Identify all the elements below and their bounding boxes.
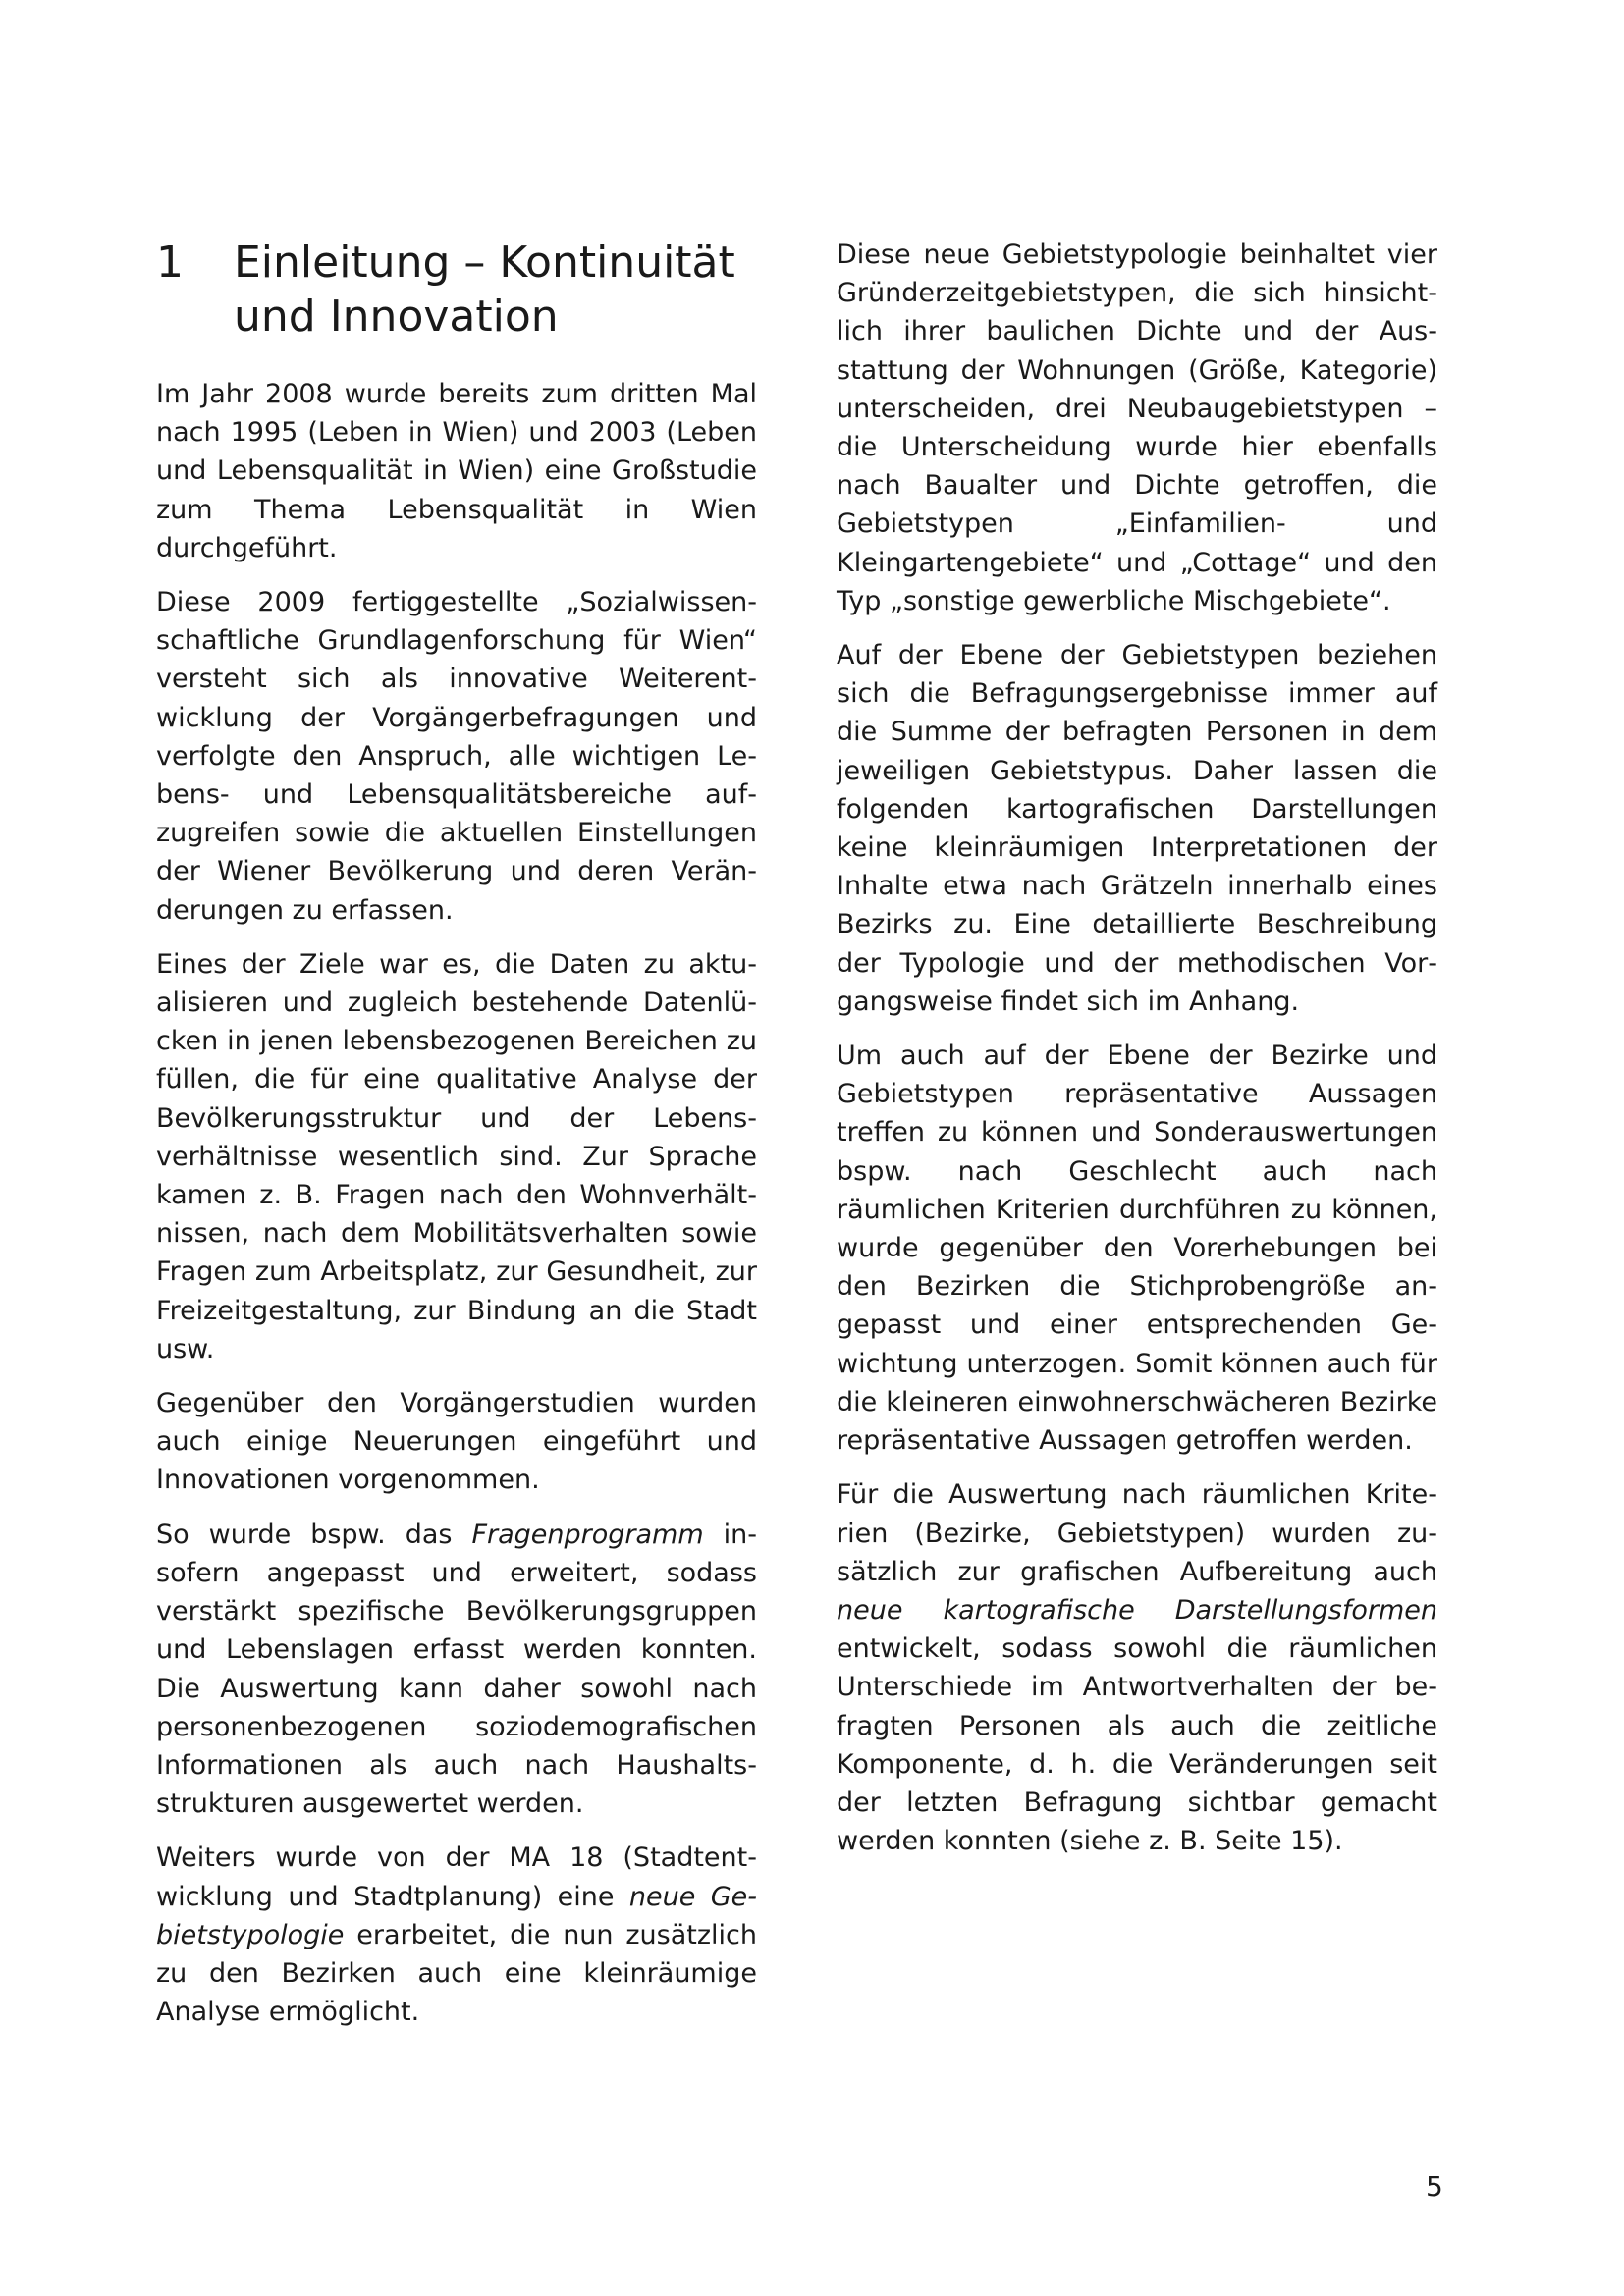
paragraph: Diese 2009 fertiggestellte „Sozialwissenschaftliche Grundlagenforschung für Wien“ versteht sich als innovative Weiterentwicklung der Vorgängerbefragungen und verfolgte den Anspruch, alle wichtigen Lebens- und Lebensqualitätsbereiche aufzugreifen sowie die aktuellen Einstellungen der Wiener Bevölkerung und deren Veränderungen zu erfassen.: [156, 587, 757, 926]
paragraph: Eines der Ziele war es, die Daten zu aktualisieren und zugleich bestehende Datenlücken in jenen lebensbezogenen Bereichen zu füllen, die für eine qualitative Analyse der Bevölkerungsstruktur und der Lebensverhältnisse wesentlich sind. Zur Sprache kamen z. B. Fragen nach den Wohnverhältnissen, nach dem Mobilitätsverhalten sowie Fragen zum Arbeitsplatz, zur Gesundheit, zur Freizeitgestaltung, zur Bindung an die Stadt usw.: [156, 948, 757, 1364]
text-run: insofern angepasst und erweitert, sodass verstärkt spezifische Bevölkerungsgruppen und Lebenslagen erfasst werden konnten. Die Auswertung kann daher sowohl nach personenbezogenen soziodemografischen Informationen als auch nach Haushaltsstrukturen ausgewertet werden.: [156, 1519, 757, 1820]
text-run: erarbeitet, die nun zusätzlich zu den Bezirken auch eine kleinräumige Analyse ermöglicht.: [156, 1919, 757, 2028]
text-run: entwickelt, sodass sowohl die räumlichen Unterschiede im Antwortverhalten der befragten Personen als auch die zeitliche Komponente, d. h. die Veränderungen seit der letzten Befragung sichtbar gemacht werden konnten (siehe z. B. Seite 15).: [837, 1633, 1437, 1857]
text-run: So wurde bspw. das: [156, 1519, 472, 1550]
right-column: [837, 236, 1437, 1876]
text-run: Weiters wurde von der MA 18 (Stadtentwicklung und Stadtplanung) eine: [156, 1842, 757, 1912]
paragraph: [156, 1839, 757, 2031]
left-column: [156, 236, 757, 2047]
paragraph: [837, 1475, 1437, 1860]
chapter-title: Einleitung – Kontinuität und Innovation: [234, 238, 735, 342]
text-run: Für die Auswertung nach räumlichen Kriterien (Bezirke, Gebietstypen) wurden zusätzlich zur grafischen Aufbereitung auch: [837, 1479, 1437, 1587]
paragraph: Im Jahr 2008 wurde bereits zum dritten Mal nach 1995 (Leben in Wien) und 2003 (Leben und Lebensqualität in Wien) eine Großstudie zum Thema Lebensqualität in Wien durchgeführt.: [156, 379, 757, 563]
chapter-heading: [156, 236, 757, 344]
page-number: 5: [1426, 2170, 1443, 2203]
paragraph: Um auch auf der Ebene der Bezirke und Gebietstypen repräsentative Aussagen treffen zu können und Sonderauswertungen bspw. nach Geschlecht auch nach räumlichen Kriterien durchführen zu können, wurde gegenüber den Vorerhebungen bei den Bezirken die Stichprobengröße angepasst und einer entsprechenden Gewichtung unterzogen. Somit können auch für die kleineren einwohnerschwächeren Bezirke repräsentative Aussagen getroffen werden.: [837, 1041, 1437, 1457]
paragraph: Diese neue Gebietstypologie beinhaltet vier Gründerzeitgebietstypen, die sich hinsichtlich ihrer baulichen Dichte und der Ausstattung der Wohnungen (Größe, Kategorie) unterscheiden, drei Neubaugebietstypen – die Unterscheidung wurde hier ebenfalls nach Baualter und Dichte getroffen, die Gebietstypen „Einfamilien- und Kleingartengebiete“ und „Cottage“ und den Typ „sonstige gewerbliche Mischgebiete“.: [837, 240, 1437, 616]
paragraph: Auf der Ebene der Gebietstypen beziehen sich die Befragungsergebnisse immer auf die Summe der befragten Personen in dem jeweiligen Gebietstypus. Daher lassen die folgenden kartografischen Darstellungen keine kleinräumigen Interpretationen der Inhalte etwa nach Grätzeln innerhalb eines Bezirks zu. Eine detaillierte Beschreibung der Typologie und der methodischen Vorgangsweise findet sich im Anhang.: [837, 640, 1437, 1017]
chapter-number: 1: [156, 238, 184, 288]
emphasis: Fragenprogramm: [471, 1519, 704, 1550]
paragraph: Gegenüber den Vorgängerstudien wurden auch einige Neuerungen eingeführt und Innovationen vorgenommen.: [156, 1388, 757, 1496]
emphasis: neue kartografische Darstellungsformen: [837, 1594, 1437, 1626]
emphasis: neue Gebietstypologie: [156, 1881, 757, 1950]
paragraph: [156, 1516, 757, 1824]
